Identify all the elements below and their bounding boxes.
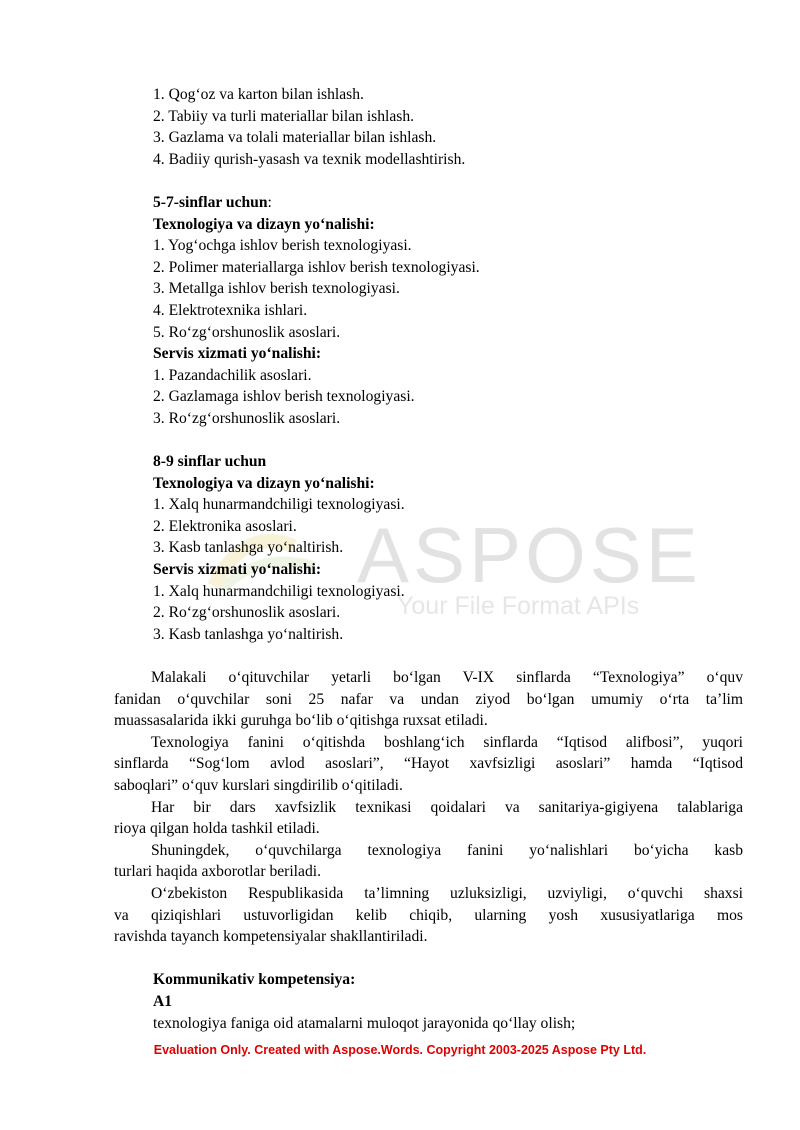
section-heading bbox=[153, 192, 743, 214]
section-heading-text: 5-7-sinflar uchun bbox=[153, 193, 268, 211]
paragraph-line: muassasalarida ikki guruhga bo‘lib o‘qitishga ruxsat etiladi. bbox=[114, 712, 488, 730]
paragraph-line: O‘zbekiston Respublikasida ta’limning uzluksizligi, uzviyligi, o‘quvchi shaxsi bbox=[151, 884, 743, 902]
list-item: 4. Badiiy qurish-yasash va texnik modellashtirish. bbox=[153, 150, 466, 168]
paragraph-line: saboqlari” o‘quv kurslari singdirilib o‘qitiladi. bbox=[114, 777, 403, 794]
list-item: 2. Tabiiy va turli materiallar bilan ishlash. bbox=[153, 107, 415, 125]
list-item: 3. Gazlama va tolali materiallar bilan ishlash. bbox=[153, 129, 437, 147]
direction-title: Servis xizmati yo‘nalishi: bbox=[153, 561, 322, 579]
list-item: 2. Polimer materiallarga ishlov berish texnologiyasi. bbox=[153, 258, 480, 276]
paragraph-line: fanidan o‘quvchilar soni 25 nafar va undan ziyod bo‘lgan umumiy o‘rta ta’lim bbox=[114, 690, 743, 708]
list-item: 3. Kasb tanlashga yo‘naltirish. bbox=[153, 539, 344, 557]
list-item: 1. Pazandachilik asoslari. bbox=[153, 366, 312, 384]
competency-title: Kommunikativ kompetensiya: bbox=[153, 971, 356, 989]
paragraph-line: Texnologiya fanini o‘qitishda boshlang‘ich sinflarda “Iqtisod alifbosi”, yuqori bbox=[151, 733, 743, 751]
direction-title: Texnologiya va dizayn yo‘nalishi: bbox=[153, 474, 375, 492]
paragraph bbox=[114, 840, 743, 883]
list-item: 1. Yog‘ochga ishlov berish texnologiyasi. bbox=[153, 237, 412, 255]
paragraph bbox=[114, 797, 743, 840]
direction-title: Servis xizmati yo‘nalishi: bbox=[153, 345, 322, 363]
list-item: 2. Gazlamaga ishlov berish texnologiyasi. bbox=[153, 388, 415, 406]
paragraph-line: rioya qilgan holda tashkil etiladi. bbox=[114, 820, 320, 838]
list-item: 1. Xalq hunarmandchiligi texnologiyasi. bbox=[153, 582, 405, 600]
list-item: 2. Elektronika asoslari. bbox=[153, 517, 297, 535]
list-item: 3. Ro‘zg‘orshunoslik asoslari. bbox=[153, 409, 341, 427]
list-item: 2. Ro‘zg‘orshunoslik asoslari. bbox=[153, 604, 341, 622]
list-item: 1. Qog‘oz va karton bilan ishlash. bbox=[153, 86, 364, 103]
watermark-tagline: Your File Format APIs bbox=[397, 592, 640, 620]
list-item: 4. Elektrotexnika ishlari. bbox=[153, 301, 308, 319]
primary-list bbox=[153, 84, 743, 170]
competency-text: texnologiya faniga oid atamalarni muloqot jarayonida qo‘llay olish; bbox=[153, 1014, 576, 1032]
section-5-7 bbox=[153, 192, 743, 430]
paragraph bbox=[114, 732, 743, 797]
body-paragraphs bbox=[114, 667, 743, 948]
evaluation-footer: Evaluation Only. Created with Aspose.Words. Copyright 2003-2025 Aspose Pty Ltd. bbox=[153, 1043, 647, 1057]
paragraph bbox=[114, 883, 743, 948]
paragraph-line: Har bir dars xavfsizlik texnikasi qoidalari va sanitariya-gigiyena talablariga bbox=[151, 798, 743, 816]
paragraph-line: sinflarda “Sog‘lom avlod asoslari”, “Hayot xavfsizligi asoslari” hamda “Iqtisod bbox=[114, 755, 743, 773]
paragraph-line: Shuningdek, o‘quvchilarga texnologiya fanini yo‘nalishlari bo‘yicha kasb bbox=[151, 841, 743, 859]
competency-level: A1 bbox=[153, 992, 173, 1010]
list-item: 3. Metallga ishlov berish texnologiyasi. bbox=[153, 280, 400, 298]
section-8-9 bbox=[153, 451, 743, 645]
paragraph-line: turlari haqida axborotlar beriladi. bbox=[114, 863, 321, 881]
paragraph-line: Malakali o‘qituvchilar yetarli bo‘lgan V-IX sinflarda “Texnologiya” o‘quv bbox=[151, 669, 743, 687]
document-body bbox=[114, 84, 743, 1034]
direction-title: Texnologiya va dizayn yo‘nalishi: bbox=[153, 215, 375, 233]
watermark-brand: ASPOSE bbox=[357, 511, 702, 599]
section-heading: 8-9 sinflar uchun bbox=[153, 453, 267, 471]
paragraph bbox=[114, 667, 743, 732]
paragraph-line: ravishda tayanch kompetensiyalar shakllantiriladi. bbox=[114, 928, 428, 946]
kommunikativ-section bbox=[153, 969, 743, 1034]
list-item: 3. Kasb tanlashga yo‘naltirish. bbox=[153, 625, 344, 643]
list-item: 5. Ro‘zg‘orshunoslik asoslari. bbox=[153, 323, 341, 341]
list-item: 1. Xalq hunarmandchiligi texnologiyasi. bbox=[153, 496, 405, 514]
section-heading-colon: : bbox=[267, 193, 272, 211]
paragraph-line: va qiziqishlari ustuvorligidan kelib chiqib, ularning yosh xususiyatlariga mos bbox=[114, 906, 743, 924]
